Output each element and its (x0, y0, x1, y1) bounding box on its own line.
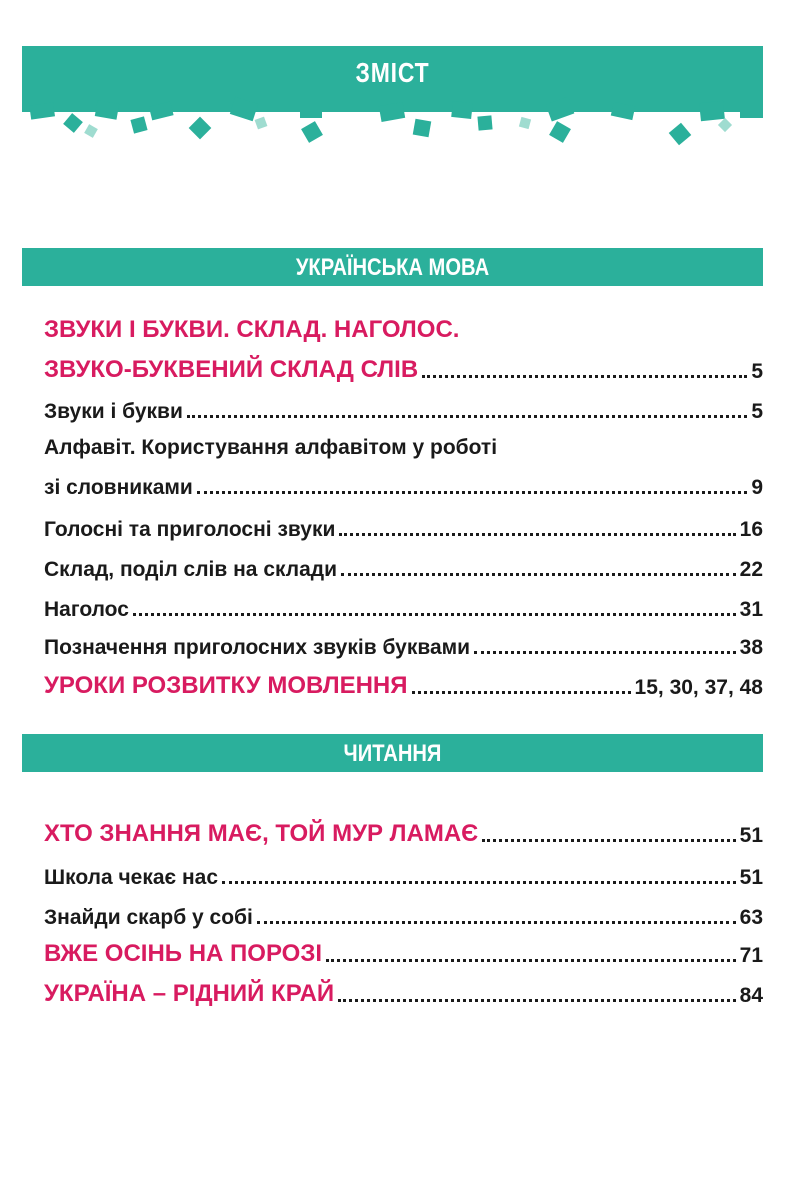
toc-entry-page: 5 (751, 360, 763, 383)
toc-entry[interactable] (44, 934, 763, 968)
toc-entry-label: УРОКИ РОЗВИТКУ МОВЛЕННЯ (44, 672, 408, 699)
dot-leader (257, 920, 736, 924)
toc-entry-page: 71 (739, 944, 763, 967)
toc-entry[interactable] (44, 856, 763, 890)
dot-leader (197, 490, 747, 494)
toc-entry-page: 51 (739, 866, 763, 889)
toc-entry-page: 9 (751, 476, 763, 499)
dot-leader (326, 958, 736, 962)
toc-entry-label-line1: ЗВУКИ І БУКВИ. СКЛАД. НАГОЛОС. (44, 316, 460, 343)
toc-entry[interactable] (44, 896, 763, 930)
toc-entry-page: 16 (739, 518, 763, 541)
toc-entry-page: 22 (739, 558, 763, 581)
dot-leader (341, 572, 736, 576)
toc-entry-page: 84 (739, 984, 763, 1007)
dot-leader (339, 532, 735, 536)
toc-entry-page: 31 (739, 598, 763, 621)
dot-leader (482, 838, 735, 842)
toc-entry-label: УКРАЇНА – РІДНИЙ КРАЙ (44, 980, 335, 1007)
toc-entry-label: ВЖЕ ОСІНЬ НА ПОРОЗІ (44, 940, 323, 967)
toc-entry-label: зі словниками (44, 476, 193, 499)
dot-leader (412, 690, 631, 694)
toc-entry-label: ЗВУКО-БУКВЕНИЙ СКЛАД СЛІВ (44, 356, 419, 383)
toc-entry[interactable] (44, 548, 763, 582)
toc-entry-label: Знайди скарб у собі (44, 906, 253, 929)
toc-entry-label: Школа чекає нас (44, 866, 219, 889)
page-title: ЗМІСТ (355, 57, 430, 88)
decorative-squares (0, 0, 797, 160)
toc-entry[interactable] (44, 814, 763, 848)
section-title: УКРАЇНСЬКА МОВА (295, 254, 490, 281)
dot-leader (338, 998, 735, 1002)
toc-entry[interactable] (44, 466, 763, 500)
toc-entry[interactable] (44, 390, 763, 424)
dot-leader (133, 612, 736, 616)
toc-entry-label: Звуки і букви (44, 400, 183, 423)
toc-entry[interactable] (44, 350, 763, 384)
dot-leader (222, 880, 736, 884)
toc-entry[interactable] (44, 626, 763, 660)
toc-entry-label-line1: Алфавіт. Користування алфавітом у роботі (44, 436, 498, 459)
toc-entry-page: 63 (739, 906, 763, 929)
toc-entry[interactable] (44, 588, 763, 622)
toc-entry-page: 38 (739, 636, 763, 659)
toc-entry[interactable] (44, 666, 763, 700)
toc-entry[interactable] (44, 974, 763, 1008)
toc-entry-page: 5 (751, 400, 763, 423)
section-header-reading (22, 734, 763, 772)
toc-entry[interactable] (44, 508, 763, 542)
toc-entry-page: 15, 30, 37, 48 (634, 676, 763, 699)
dot-leader (187, 414, 747, 418)
toc-entry-label: Наголос (44, 598, 129, 621)
section-title: ЧИТАННЯ (343, 740, 442, 767)
toc-entry-label: Склад, поділ слів на склади (44, 558, 338, 581)
dot-leader (422, 374, 747, 378)
toc-entry-label: ХТО ЗНАННЯ МАЄ, ТОЙ МУР ЛАМАЄ (44, 820, 479, 847)
toc-entry-label: Голосні та приголосні звуки (44, 518, 336, 541)
toc-entry-page: 51 (739, 824, 763, 847)
dot-leader (474, 650, 736, 654)
toc-entry-label: Позначення приголосних звуків буквами (44, 636, 471, 659)
section-header-ukrainian (22, 248, 763, 286)
